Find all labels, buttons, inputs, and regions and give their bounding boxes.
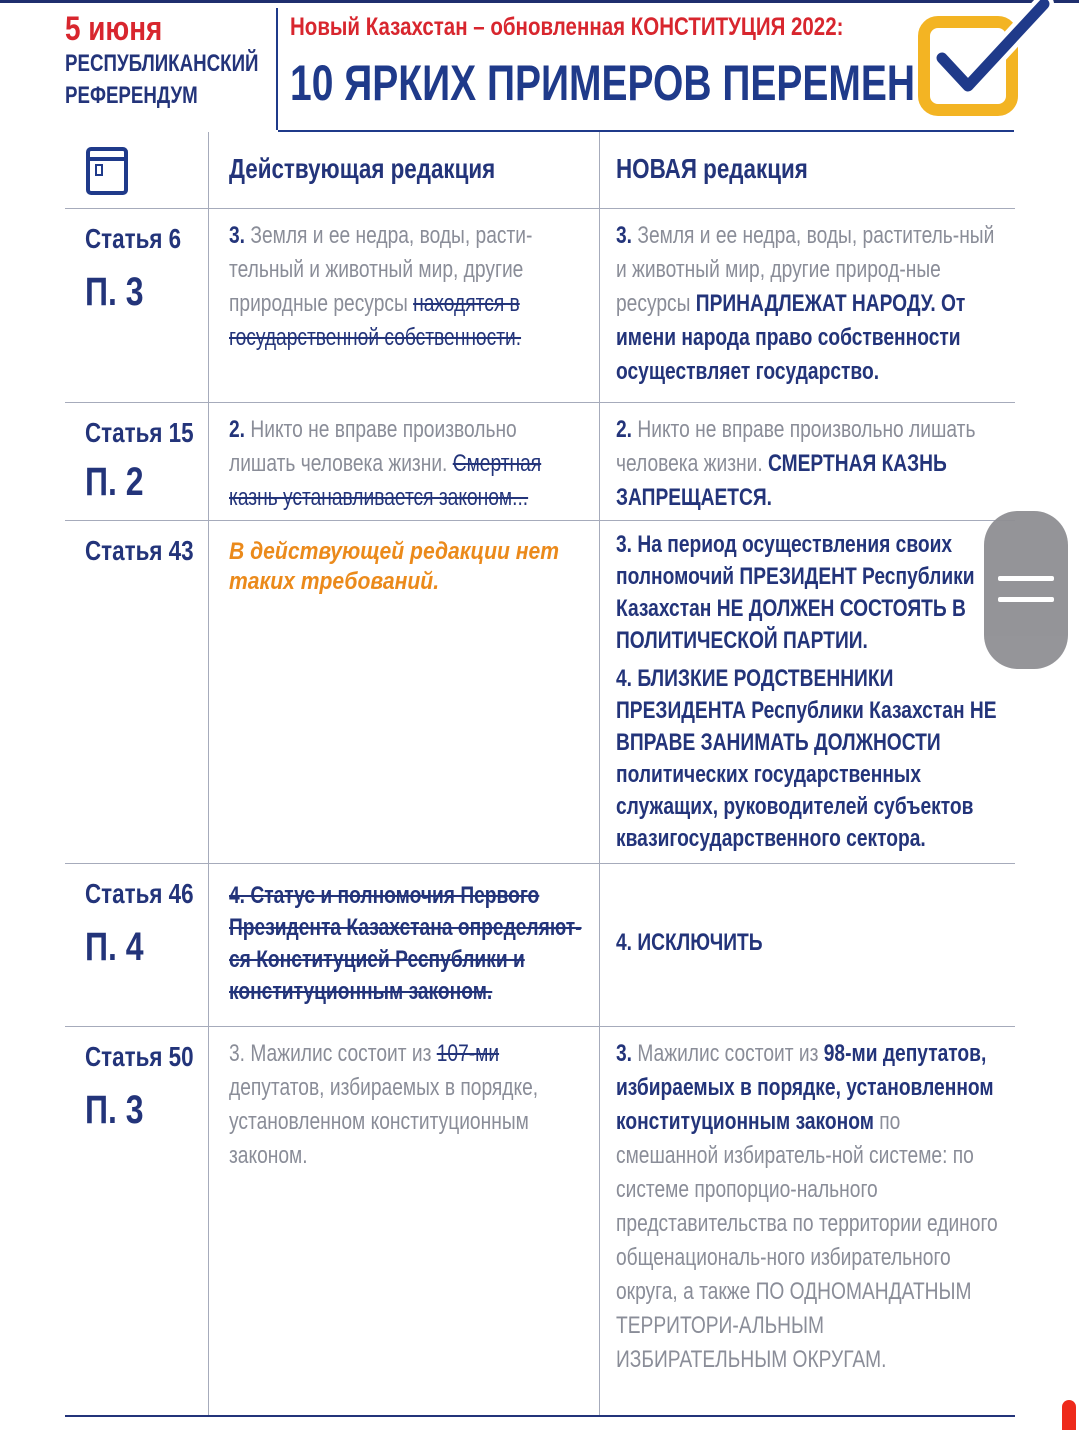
handle-line [998, 597, 1054, 602]
referendum-label-line2: РЕФЕРЕНДУМ [65, 82, 198, 109]
new-plain-2: по смешанной избиратель-ной системе: по системе пропорцио-нального представительства по территории единого общенациональ-ного избирательного округа, а также ПО ОДНОМАНДАТНЫМ ТЕРРИТОРИ-АЛЬНЫМ ИЗБИРАТЕЛЬНЫМ ОКРУГАМ. [616, 1108, 998, 1373]
current-text-cell [208, 864, 599, 1026]
column-title-new: НОВАЯ редакция [616, 153, 808, 184]
new-text-cell [599, 864, 1015, 1026]
constitution-book-icon [85, 146, 129, 196]
handle-line [998, 576, 1054, 581]
point-num: 2. [229, 416, 246, 443]
checkbox-check-icon [916, 0, 1056, 120]
no-requirements-note: В действующей редакции нет таких требований. [229, 538, 560, 595]
new-text [616, 1037, 998, 1377]
article-cell [65, 864, 208, 1026]
table-row [65, 209, 1015, 403]
drag-handle-icon[interactable] [984, 511, 1068, 669]
table-row [65, 1027, 1015, 1417]
table-row [65, 521, 1015, 864]
current-text-cell [208, 403, 599, 520]
header-titles [290, 12, 930, 114]
article-cell [65, 521, 208, 863]
header-divider [276, 8, 278, 130]
new-plain: Никто не вправе произвольно лишать человека жизни. [616, 416, 976, 477]
point-num: 3. [616, 1040, 633, 1067]
struck-text: Смертная казнь устанавливается законом... [229, 450, 542, 511]
new-bold: ПРИНАДЛЕЖАТ НАРОДУ. От имени народа право собственности осуществляет государство. [616, 290, 966, 385]
current-text [229, 219, 582, 355]
new-bold: 98-ми депутатов, избираемых в порядке, установленном конституционным законом [616, 1040, 994, 1135]
current-plain-2: депутатов, избираемых в порядке, установленном конституционным законом. [229, 1074, 539, 1169]
column-header-current [208, 132, 599, 208]
new-text-cell [599, 403, 1015, 520]
referendum-block [65, 10, 275, 112]
current-plain: 3. Мажилис состоит из [229, 1040, 437, 1067]
article-number: Статья 50 [85, 1041, 194, 1072]
struck-text: находятся в государственной собственности. [229, 290, 522, 351]
article-cell [65, 403, 208, 520]
point-number: П. 3 [85, 1088, 144, 1132]
current-text-cell [208, 521, 599, 863]
struck-text: 4. Статус и полномочия Первого Президента Казахстана определяют-ся Конституцией Республики и конституционным законом. [229, 882, 582, 1005]
current-text-cell [208, 1027, 599, 1415]
point-num: 2. [616, 416, 633, 443]
point-num: 3. [616, 222, 633, 249]
point-number: П. 3 [85, 270, 144, 314]
new-text [616, 219, 998, 389]
struck-text: 107-ми [436, 1040, 500, 1067]
current-text [229, 1037, 582, 1173]
page-title: 10 ЯРКИХ ПРИМЕРОВ ПЕРЕМЕН [290, 55, 916, 111]
new-text-cell [599, 1027, 1015, 1415]
new-text [616, 413, 998, 515]
new-text-cell [599, 209, 1015, 402]
table-header-row [65, 132, 1015, 209]
comparison-table [65, 132, 1015, 1417]
current-plain: Никто не вправе произвольно лишать человека жизни. [229, 416, 517, 477]
new-bold: 4. ИСКЛЮЧИТЬ [616, 929, 763, 956]
table-header-icon-cell [65, 132, 208, 208]
page-subtitle: Новый Казахстан – обновленная КОНСТИТУЦИЯ 2022: [290, 13, 844, 41]
column-title-current: Действующая редакция [229, 153, 496, 184]
current-text [229, 413, 582, 515]
point-number: П. 2 [85, 460, 144, 504]
new-text-paragraph: 4. БЛИЗКИЕ РОДСТВЕННИКИ ПРЕЗИДЕНТА Республики Казахстан НЕ ВПРАВЕ ЗАНИМАТЬ ДОЛЖНОСТИ политических государственных служащих, руководителей субъектов квазигосударственного сектора. [616, 665, 997, 852]
article-cell [65, 209, 208, 402]
article-number: Статья 6 [85, 223, 182, 254]
article-number: Статья 46 [85, 878, 194, 909]
referendum-date: 5 июня [65, 10, 163, 48]
new-plain: Мажилис состоит из [637, 1040, 824, 1067]
table-row [65, 403, 1015, 521]
new-plain: Земля и ее недра, воды, раститель-ный и животный мир, другие природ-ные ресурсы [616, 222, 995, 317]
corner-red-marker [1062, 1400, 1076, 1430]
new-text-paragraph: 3. На период осуществления своих полномочий ПРЕЗИДЕНТ Республики Казахстан НЕ ДОЛЖЕН СОСТОЯТЬ В ПОЛИТИЧЕСКОЙ ПАРТИИ. [616, 531, 975, 654]
table-row [65, 864, 1015, 1027]
new-text-cell [599, 521, 1015, 863]
article-number: Статья 15 [85, 417, 194, 448]
article-cell [65, 1027, 208, 1415]
new-bold: СМЕРТНАЯ КАЗНЬ ЗАПРЕЩАЕТСЯ. [616, 450, 947, 511]
referendum-label-line1: РЕСПУБЛИКАНСКИЙ [65, 50, 259, 77]
current-plain: Земля и ее недра, воды, расти-тельный и животный мир, другие природные ресурсы [229, 222, 533, 317]
article-number: Статья 43 [85, 535, 194, 566]
point-number: П. 4 [85, 925, 144, 969]
point-num: 3. [229, 222, 246, 249]
column-header-new [599, 132, 1015, 208]
current-text-cell [208, 209, 599, 402]
